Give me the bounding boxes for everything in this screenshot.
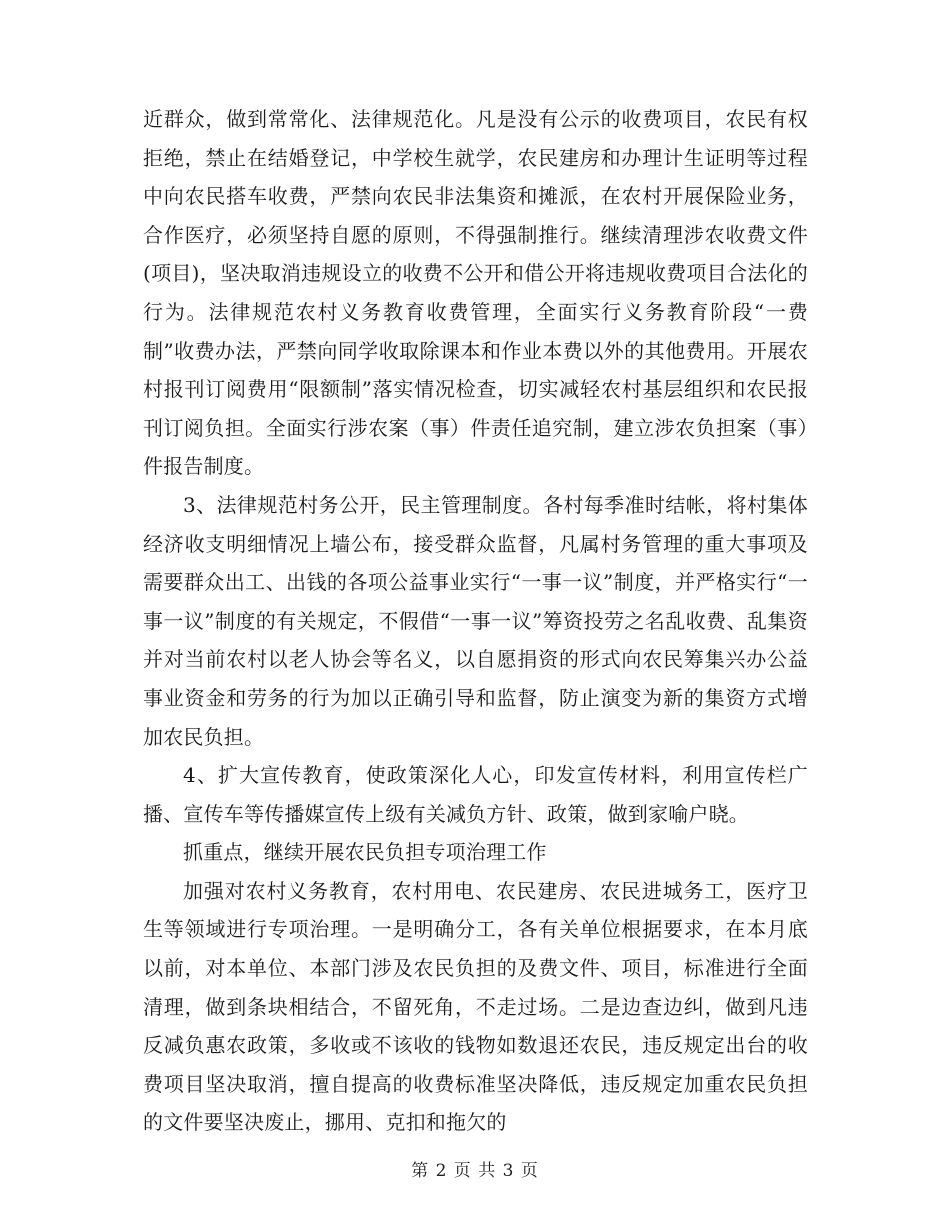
section-heading: 抓重点，继续开展农民负担专项治理工作 <box>183 840 547 865</box>
page-footer: 第 2 页 共 3 页 <box>411 1161 539 1181</box>
paragraph-1: 近群众，做到常常化、法律规范化。凡是没有公示的收费项目，农民有权拒绝，禁止在结婚登记，中学校生就学，农民建房和办理计生证明等过程中向农民搭车收费，严禁向农民非法集资和摊派，在农村开展保险业务，合作医疗，必须坚持自愿的原则，不得强制推行。继续清理涉农收费文件(项目)，坚决取消违规设立的收费不公开和借公开将违规收费项目合法化的行为。法律规范农村义务教育收费管理，全面实行义务教育阶段“一费制”收费办法，严禁向同学收取除课本和作业本费以外的其他费用。开展农村报刊订阅费用“限额制”落实情况检查，切实减轻农村基层组织和农民报刊订阅负担。全面实行涉农案（事）件责任追究制，建立涉农负担案（事）件报告制度。 <box>143 107 808 479</box>
document-body <box>143 100 808 1142</box>
paragraph-3: 4、扩大宣传教育，使政策深化人心，印发宣传材料，利用宣传栏广播、宣传车等传播媒宣传上级有关减负方针、政策，做到家喻户晓。 <box>143 763 808 826</box>
paragraph-5: 加强对农村义务教育，农村用电、农民建房、农民进城务工，医疗卫生等领域进行专项治理。一是明确分工，各有关单位根据要求，在本月底以前，对本单位、本部门涉及农民负担的及费文件、项目，标准进行全面清理，做到条块相结合，不留死角，不走过场。二是边查边纠，做到凡违反减负惠农政策，多收或不该收的钱物如数退还农民，违反规定出台的收费项目坚决取消，擅自提高的收费标准坚决降低，违反规定加重农民负担的文件要坚决废止，挪用、克扣和拖欠的 <box>143 878 808 1135</box>
paragraph-2: 3、法律规范村务公开，民主管理制度。各村每季准时结帐，将村集体经济收支明细情况上墙公布，接受群众监督，凡属村务管理的重大事项及需要群众出工、出钱的各项公益事业实行“一事一议”制度，并严格实行“一事一议”制度的有关规定，不假借“一事一议”筹资投劳之名乱收费、乱集资并对当前农村以老人协会等名义，以自愿捐资的形式向农民筹集兴办公益事业资金和劳务的行为加以正确引导和监督，防止演变为新的集资方式增加农民负担。 <box>143 492 808 749</box>
